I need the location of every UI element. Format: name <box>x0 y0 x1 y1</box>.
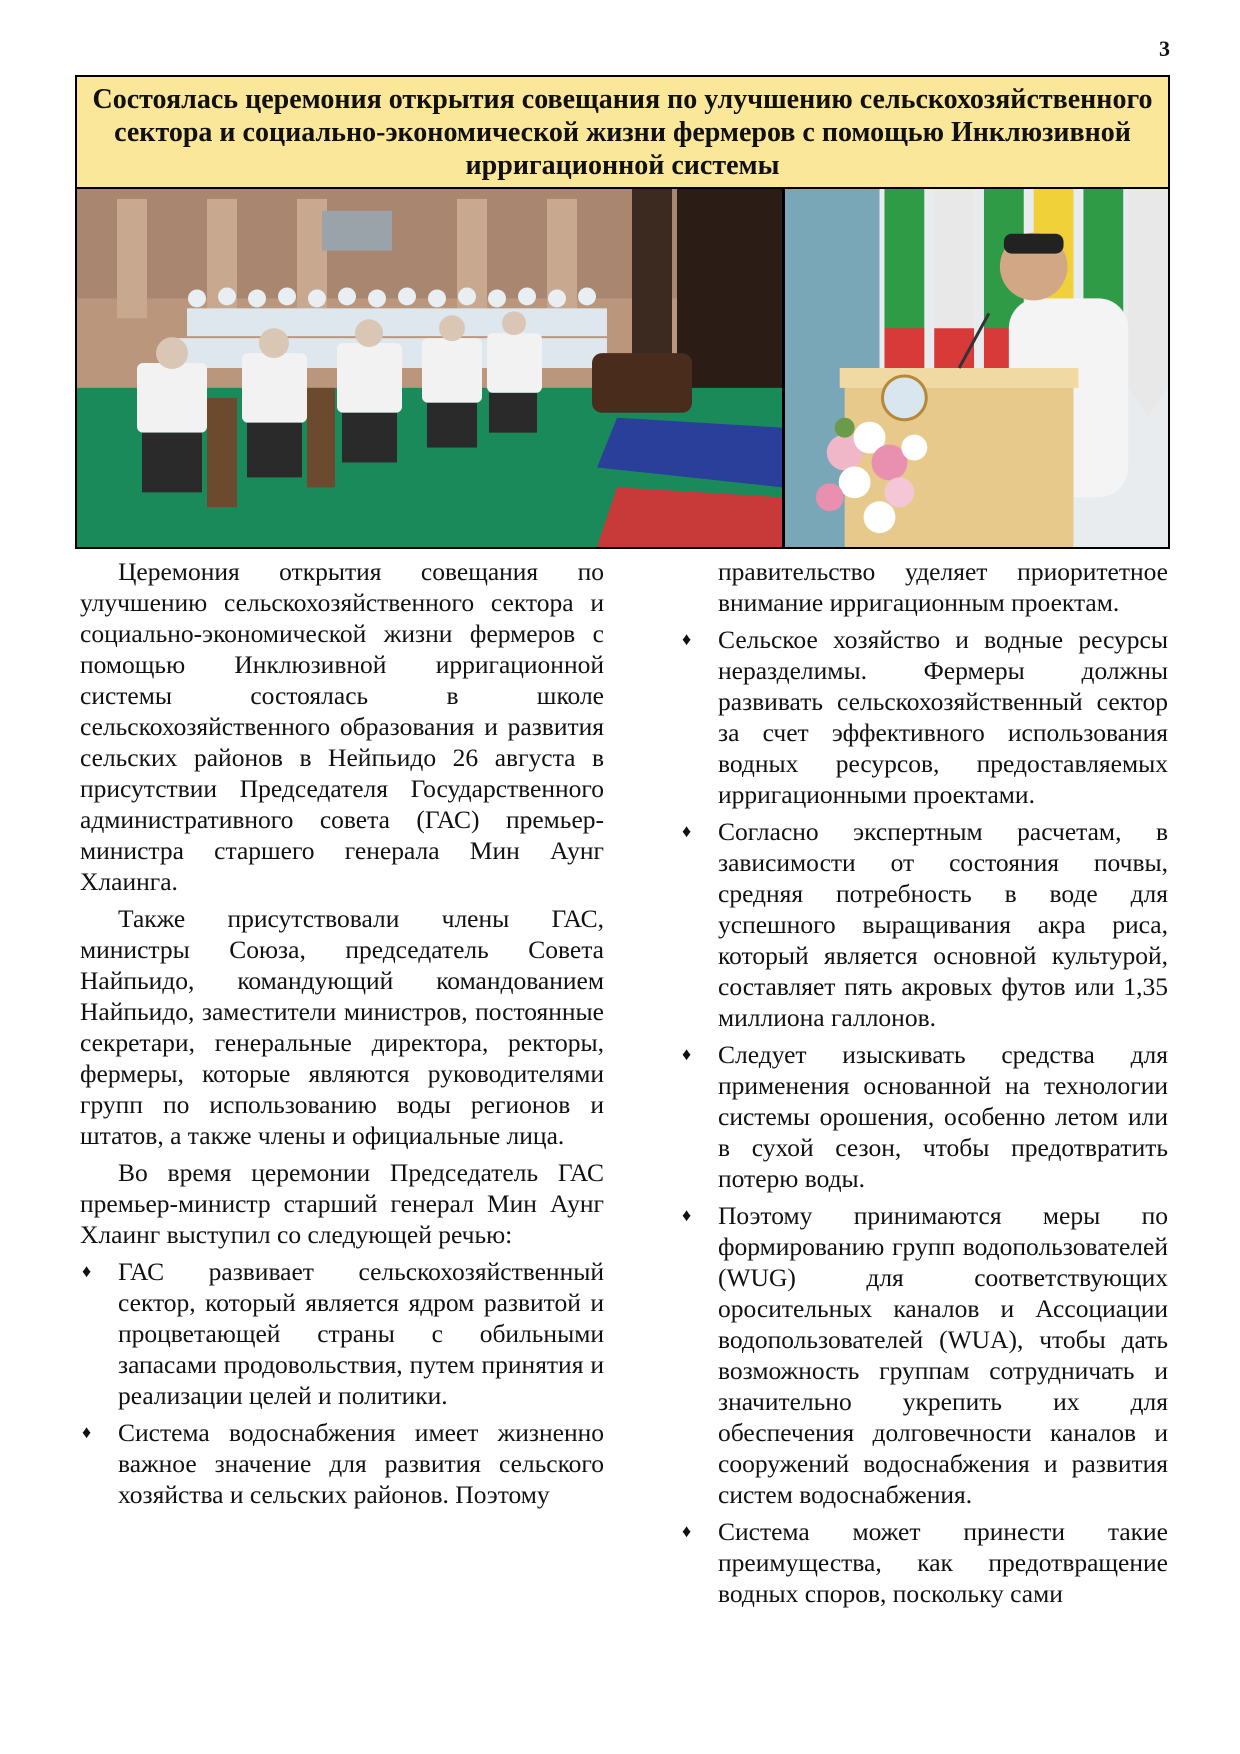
list-item <box>680 624 1168 810</box>
bullet-text: Сельское хозяйство и водные ресурсы неразделимы. Фермеры должны развивать сельскохозяйственный сектор за счет эффективного использования водных ресурсов, предоставляемых ирригационными проектами. <box>718 625 1168 809</box>
diamond-bullet-icon: ♦ <box>682 1044 692 1064</box>
bullet-text: Поэтому принимаются меры по формированию групп водопользователей (WUG) для соответствующих оросительных каналов и Ассоциации водопользователей (WUA), чтобы дать возможность группам сотрудничать и значительно укрепить их для обеспечения долговечности каналов и сооружений водоснабжения и развития систем водоснабжения. <box>718 1201 1168 1509</box>
page-number: 3 <box>1159 36 1170 61</box>
list-item <box>680 1516 1168 1609</box>
bullet-text: Система может принести такие преимущества, как предотвращение водных споров, поскольку сами <box>718 1517 1168 1608</box>
headline: Состоялась церемония открытия совещания по улучшению сельскохозяйственного сектора и социально-экономической жизни фермеров с помощью Инклюзивной ирригационной системы <box>92 83 1153 181</box>
list-item <box>680 1039 1168 1194</box>
diamond-bullet-icon: ♦ <box>682 1205 692 1225</box>
photo-speaker <box>785 189 1168 547</box>
paragraph-2: Также присутствовали члены ГАС, министры Союза, председатель Совета Найпьидо, командующий командованием Найпьидо, заместители министров, постоянные секретари, генеральные директора, ректоры, фермеры, которые являются руководителями групп по использованию воды регионов и штатов, а также члены и официальные лица. <box>80 904 604 1150</box>
bullet-text: Следует изыскивать средства для применения основанной на технологии системы орошения, особенно летом или в сухой сезон, чтобы предотвратить потерю воды. <box>718 1040 1168 1193</box>
left-bullet-list <box>80 1256 604 1510</box>
list-item <box>80 1256 604 1411</box>
list-item <box>80 1417 604 1510</box>
diamond-bullet-icon: ♦ <box>682 1521 692 1541</box>
diamond-bullet-icon: ♦ <box>682 821 692 841</box>
photo-audience <box>77 189 782 547</box>
diamond-bullet-icon: ♦ <box>682 629 692 649</box>
audience-photo-illustration <box>77 189 782 547</box>
paragraph-3: Во время церемонии Председатель ГАС премьер-министр старший генерал Мин Аунг Хлаинг выступил со следующей речью: <box>80 1158 604 1249</box>
continuation-text: правительство уделяет приоритетное внимание ирригационным проектам. <box>718 557 1168 617</box>
left-column <box>80 556 604 1516</box>
headline-box <box>75 75 1170 189</box>
bullet-text: Согласно экспертным расчетам, в зависимости от состояния почвы, средняя потребность в воде для успешного выращивания акра риса, который является основной культурой, составляет пять акровых футов или 1,35 миллиона галлонов. <box>718 817 1168 1032</box>
speaker-photo-illustration <box>785 189 1168 547</box>
diamond-bullet-icon: ♦ <box>82 1422 92 1442</box>
diamond-bullet-icon: ♦ <box>82 1261 92 1281</box>
list-item <box>680 1200 1168 1510</box>
right-column <box>680 556 1168 1615</box>
list-item <box>680 816 1168 1033</box>
bullet-text: ГАС развивает сельскохозяйственный сектор, который является ядром развитой и процветающей страны с обильными запасами продовольствия, путем принятия и реализации целей и политики. <box>118 1257 604 1410</box>
bullet-text: Система водоснабжения имеет жизненно важное значение для развития сельского хозяйства и сельских районов. Поэтому <box>118 1418 604 1509</box>
paragraph-1: Церемония открытия совещания по улучшению сельскохозяйственного сектора и социально-экономической жизни фермеров с помощью Инклюзивной ирригационной системы состоялась в школе сельскохозяйственного образования и развития сельских районов в Нейпьидо 26 августа в присутствии Председателя Государственного административного совета (ГАС) премьер-министра старшего генерала Мин Аунг Хлаинга. <box>80 557 604 896</box>
photo-row <box>75 189 1170 549</box>
right-bullet-list <box>680 624 1168 1609</box>
